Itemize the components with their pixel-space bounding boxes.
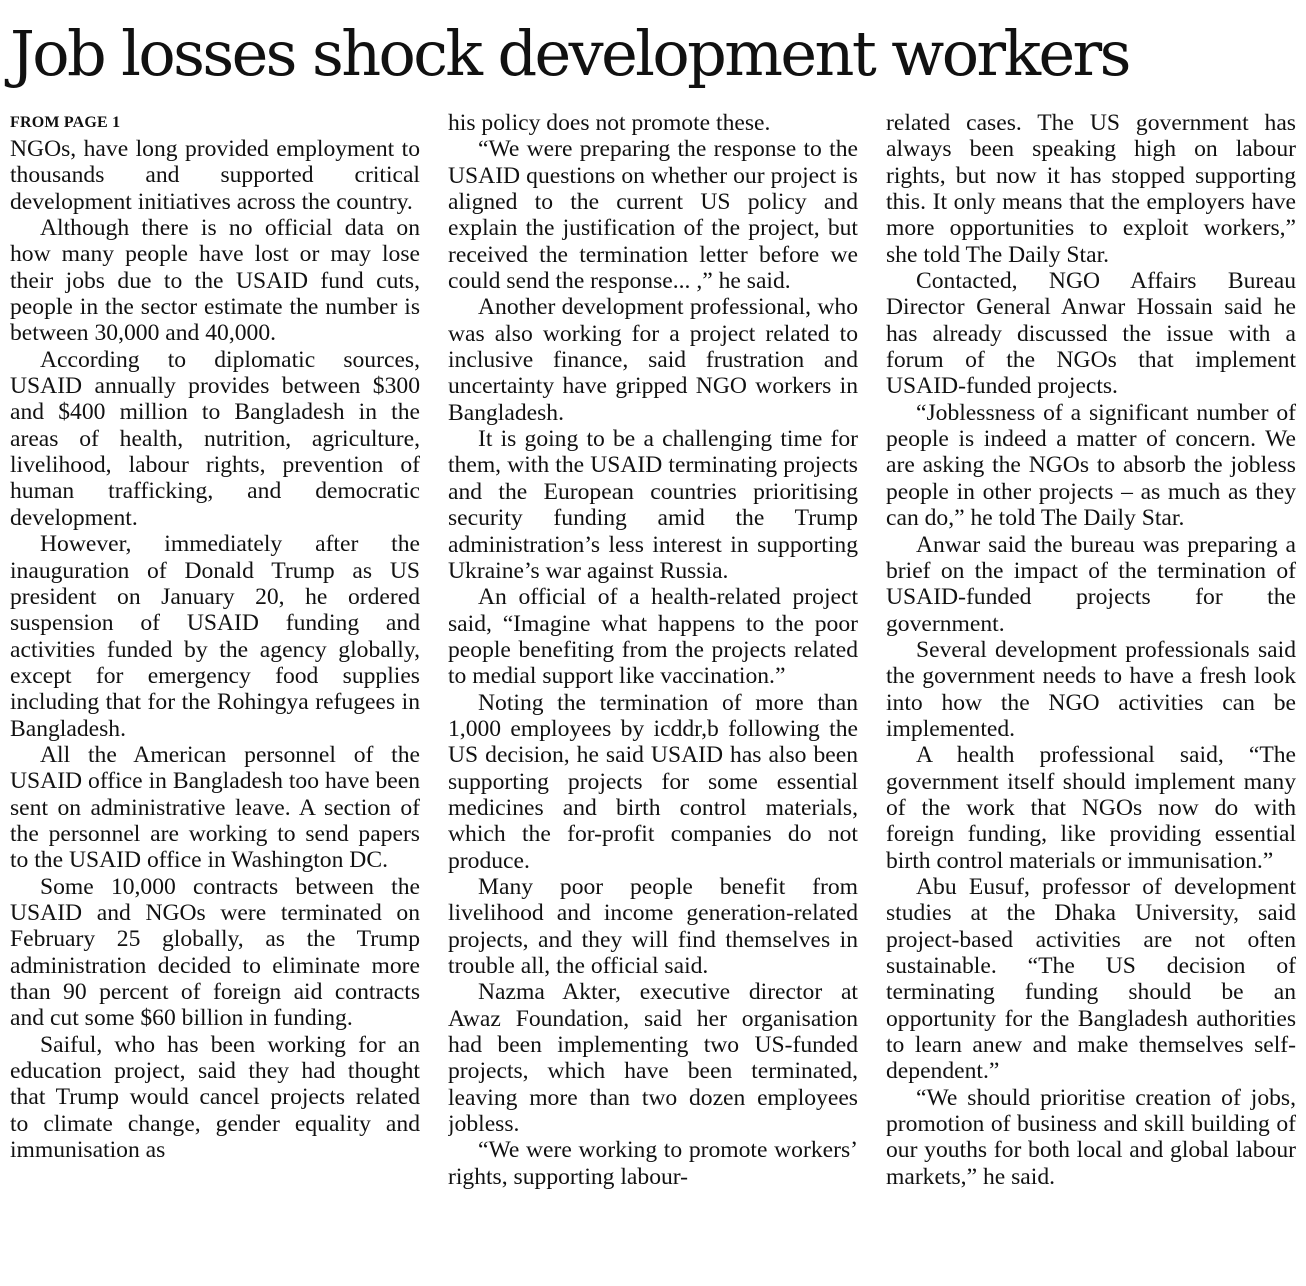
paragraph: Several development professionals said the government needs to have a fresh look into how the NGO activities can be implemented. xyxy=(886,636,1296,742)
article-column-3 xyxy=(886,110,1296,1276)
paragraph: Many poor people benefit from livelihood and income generation-related projects, and they will find themselves in trouble all, the official said. xyxy=(448,873,858,979)
article-column-1 xyxy=(10,110,420,1276)
paragraph-continued: related cases. The US government has always been speaking high on labour rights, but now it has stopped supporting this. It only means that the employers have more opportunities to exploit workers,” she told The Daily Star. xyxy=(886,110,1296,268)
paragraph: It is going to be a challenging time for them, with the USAID terminating projects and the European countries prioritising security funding amid the Trump administration’s less interest in supporting Ukraine’s war against Russia. xyxy=(448,426,858,584)
paragraph: “We should prioritise creation of jobs, promotion of business and skill building of our youths for both local and global labour markets,” he said. xyxy=(886,1084,1296,1190)
paragraph: Saiful, who has been working for an education project, said they had thought that Trump would cancel projects related to climate change, gender equality and immunisation as xyxy=(10,1031,420,1164)
paragraph: Noting the termination of more than 1,000 employees by icddr,b following the US decision, he said USAID has also been supporting projects for some essential medicines and birth control materials, which the for-profit companies do not produce. xyxy=(448,689,858,874)
paragraph: Contacted, NGO Affairs Bureau Director General Anwar Hossain said he has already discussed the issue with a forum of the NGOs that implement USAID-funded projects. xyxy=(886,268,1296,400)
paragraph: According to diplomatic sources, USAID annually provides between $300 and $400 million to Bangladesh in the areas of health, nutrition, agriculture, livelihood, labour rights, prevention of human trafficking, and democratic development. xyxy=(10,346,420,531)
paragraph: However, immediately after the inauguration of Donald Trump as US president on January 20, he ordered suspension of USAID funding and activities funded by the agency globally, except for emergency food supplies including that for the Rohingya refugees in Bangladesh. xyxy=(10,531,420,742)
paragraph: Some 10,000 contracts between the USAID and NGOs were terminated on February 25 globally, as the Trump administration decided to eliminate more than 90 percent of foreign aid contracts and cut some $60 billion in funding. xyxy=(10,873,420,1032)
article-column-2 xyxy=(448,110,858,1276)
paragraph: Abu Eusuf, professor of development studies at the Dhaka University, said project-based activities are not often sustainable. “The US decision of terminating funding should be an opportunity for the Bangladesh authorities to learn anew and make themselves self-dependent.” xyxy=(886,873,1296,1085)
paragraph: An official of a health-related project said, “Imagine what happens to the poor people benefiting from the projects related to medial support like vaccination.” xyxy=(448,584,858,690)
headline: Job losses shock development workers xyxy=(10,17,1129,90)
paragraph: “We were preparing the response to the USAID questions on whether our project is aligned to the current US policy and explain the justification of the project, but received the termination letter before we could send the response... ,” he said. xyxy=(448,136,858,295)
paragraph: All the American personnel of the USAID office in Bangladesh too have been sent on administrative leave. A section of the personnel are working to send papers to the USAID office in Washington DC. xyxy=(10,741,420,874)
paragraph: Anwar said the bureau was preparing a brief on the impact of the termination of USAID-funded projects for the government. xyxy=(886,531,1296,637)
paragraph: NGOs, have long provided employment to thousands and supported critical development initiatives across the country. xyxy=(10,136,420,215)
paragraph: “We were working to promote workers’ rights, supporting labour- xyxy=(448,1137,858,1190)
paragraph: Another development professional, who was also working for a project related to inclusive finance, said frustration and uncertainty have gripped NGO workers in Bangladesh. xyxy=(448,294,858,426)
paragraph-continued: his policy does not promote these. xyxy=(448,110,771,136)
paragraph: Although there is no official data on how many people have lost or may lose their jobs due to the USAID fund cuts, people in the sector estimate the number is between 30,000 and 40,000. xyxy=(10,215,420,347)
paragraph: “Joblessness of a significant number of people is indeed a matter of concern. We are asking the NGOs to absorb the jobless people in other projects – as much as they can do,” he told The Daily Star. xyxy=(886,399,1296,532)
kicker: FROM PAGE 1 xyxy=(10,114,121,131)
paragraph: A health professional said, “The government itself should implement many of the work that NGOs now do with foreign funding, like providing essential birth control materials or immunisation.” xyxy=(886,742,1296,874)
paragraph: Nazma Akter, executive director at Awaz Foundation, said her organisation had been implementing two US-funded projects, which have been terminated, leaving more than two dozen employees jobless. xyxy=(448,979,858,1138)
